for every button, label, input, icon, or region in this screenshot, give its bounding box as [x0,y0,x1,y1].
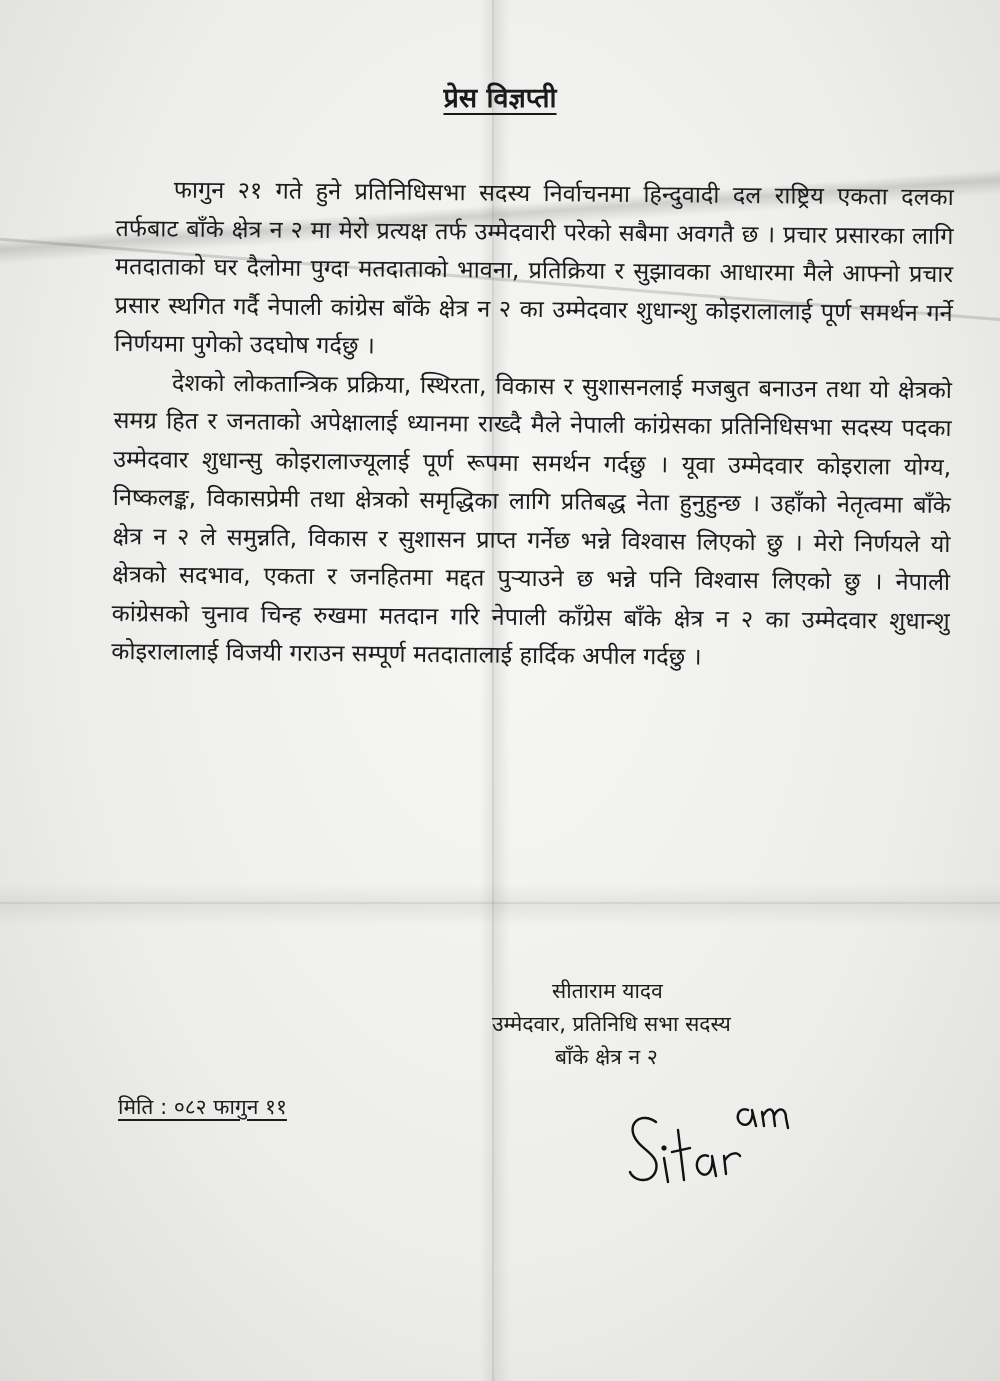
paper-fold-horizontal [0,902,1000,904]
body-paragraph-2: देशको लोकतान्त्रिक प्रक्रिया, स्थिरता, विकास र सुशासनलाई मजबुत बनाउन तथा यो क्षेत्रको समग्र हित र जनताको अपेक्षालाई ध्यानमा राख्दै मैले नेपाली कांग्रेसका प्रतिनिधिसभा सदस्य पदका उम्मेदवार शुधान्सु कोइरालाज्यूलाई पूर्ण रूपमा समर्थन गर्दछु । यूवा उम्मेदवार कोइराला योग्य, निष्कलङ्क, विकासप्रेमी तथा क्षेत्रको समृद्धिका लागि प्रतिबद्ध नेता हुनुहुन्छ । उहाँको नेतृत्वमा बाँके क्षेत्र न २ ले समुन्नति, विकास र सुशासन प्राप्त गर्नेछ भन्ने विश्वास लिएको छु । मेरो निर्णयले यो क्षेत्रको सदभाव, एकता र जनहितमा मद्दत पुर्‍याउने छ भन्ने पनि विश्वास लिएको छु । नेपाली कांग्रेसको चुनाव चिन्ह रुखमा मतदान गरि नेपाली काँग्रेस बाँके क्षेत्र न २ का उम्मेदवार शुधान्शु कोइरालालाई विजयी गराउन सम्पूर्ण मतदातालाई हार्दिक अपील गर्दछु । [111,368,953,671]
signatory-constituency: बाँके क्षेत्र न २ [555,1045,658,1069]
document-title: प्रेस विज्ञप्ती [443,83,557,114]
handwritten-signature [620,1060,800,1200]
document-body [111,170,954,679]
signatory-position: उम्मेदवार, प्रतिनिधि सभा सदस्य [492,1012,731,1036]
body-paragraph-1: फागुन २१ गते हुने प्रतिनिधिसभा सदस्य निर्वाचनमा हिन्दुवादी दल राष्ट्रिय एकता दलका तर्फबाट बाँके क्षेत्र न २ मा मेरो प्रत्यक्ष तर्फ उम्मेदवारी परेको सबैमा अवगतै छ । प्रचार प्रसारका लागि मतदाताको घर दैलोमा पुग्दा मतदाताको भावना, प्रतिक्रिया र सुझावका आधारमा मैले आफ्नो प्रचार प्रसार स्थगित गर्दै नेपाली कांग्रेस बाँके क्षेत्र न २ का उम्मेदवार शुधान्शु कोइरालालाई पूर्ण समर्थन गर्ने निर्णयमा पुगेको उदघोष गर्दछु । [114,175,954,360]
signatory-name: सीताराम यादव [552,979,663,1003]
document-date: मिति : ०८२ फागुन ११ [118,1095,287,1119]
